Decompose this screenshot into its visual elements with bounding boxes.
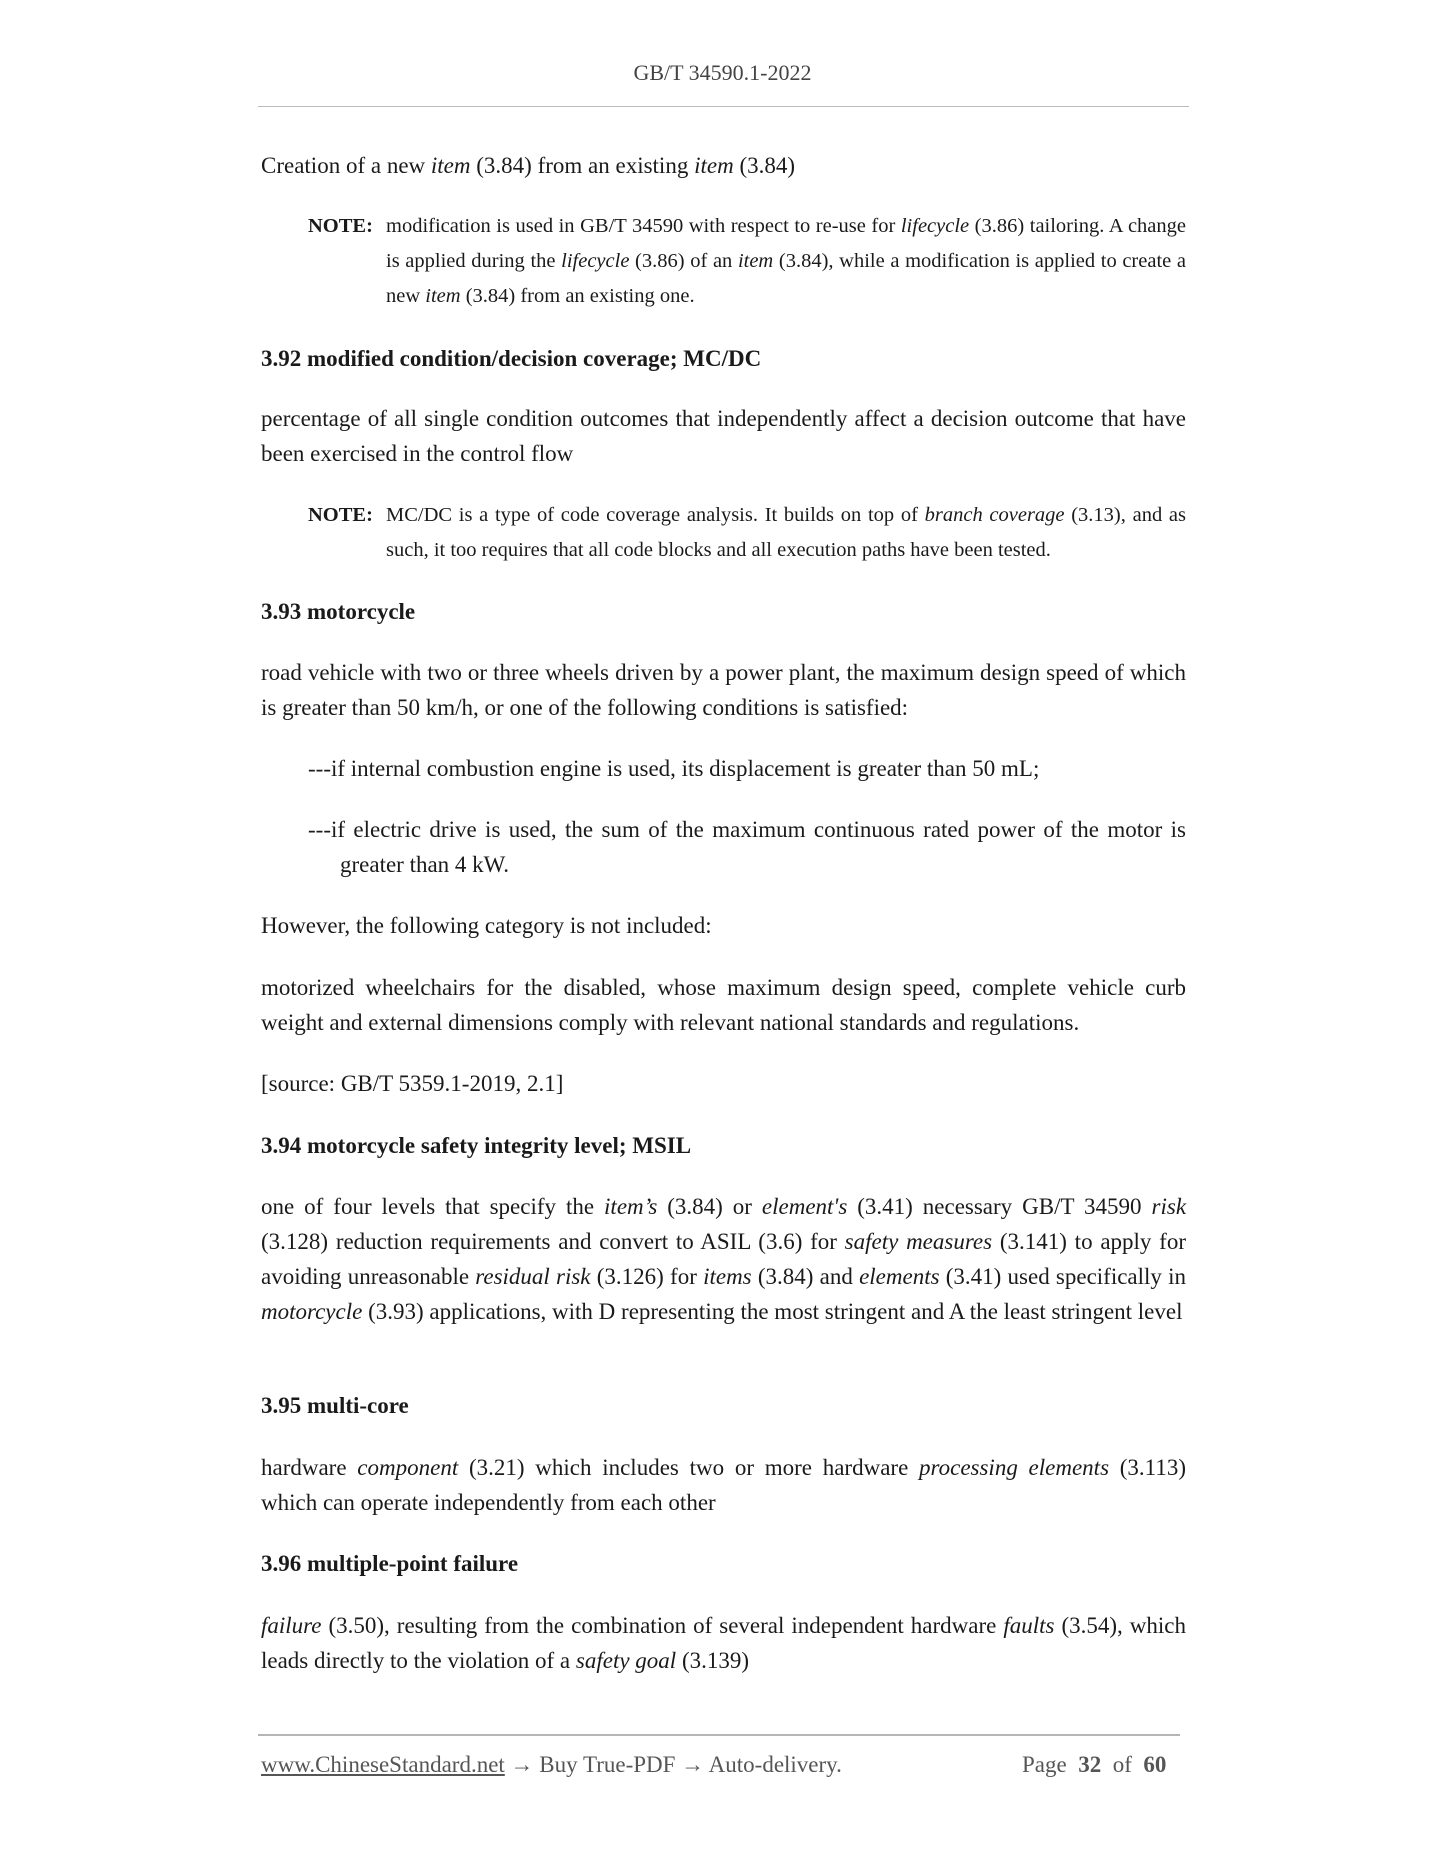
text-run: (3.41) used specifically in: [939, 1264, 1187, 1289]
text-run: (3.84) from an existing one.: [460, 285, 695, 307]
term-reference: lifecycle: [900, 215, 970, 237]
section-heading: [261, 1546, 1186, 1581]
term-reference: motorcycle: [261, 1299, 363, 1324]
paragraph: [261, 1450, 1186, 1520]
text-run: (3.84) or: [657, 1194, 762, 1219]
term-reference: element's: [761, 1194, 848, 1219]
section-heading: [261, 594, 1186, 629]
text-run: (3.93) applications, with D representing the most stringent and A the least stringent level: [362, 1299, 1183, 1324]
list-item: [308, 751, 1186, 786]
term-reference: lifecycle: [561, 250, 630, 272]
text-run: 3.94 motorcycle safety integrity level; MSIL: [261, 1133, 692, 1158]
paragraph: [261, 1608, 1186, 1678]
term-reference: items: [703, 1264, 752, 1289]
term-reference: elements: [859, 1264, 940, 1289]
paragraph: [261, 655, 1186, 725]
text-run: (3.126) for: [590, 1264, 704, 1289]
section-heading: [261, 1388, 1186, 1423]
footer-divider: [258, 1734, 1180, 1736]
term-reference: safety measures: [844, 1229, 993, 1254]
text-run: (3.84) from an existing: [470, 153, 695, 178]
term-reference: item: [737, 250, 774, 272]
website-link[interactable]: www.ChineseStandard.net: [261, 1752, 505, 1777]
text-run: (3.41) necessary GB/T 34590: [847, 1194, 1152, 1219]
text-run: (3.50), resulting from the combination of several independent hardware: [321, 1613, 1004, 1638]
total-pages: 60: [1143, 1752, 1167, 1777]
of-label: of: [1112, 1752, 1132, 1777]
term-reference: component: [357, 1455, 459, 1480]
paragraph: [261, 148, 1186, 183]
term-reference: faults: [1003, 1613, 1055, 1638]
text-run: (3.54), which leads directly to the violation of a: [261, 1613, 1186, 1673]
footer-promo: [261, 1752, 842, 1778]
text-run: (3.84) and: [751, 1264, 860, 1289]
note-paragraph: [308, 498, 1186, 568]
text-run: percentage of all single condition outcomes that independently affect a decision outcome that have been exercised in the control flow: [261, 406, 1186, 466]
term-reference: item: [425, 285, 461, 307]
text-run: motorized wheelchairs for the disabled, whose maximum design speed, complete vehicle curb weight and external dimensions comply with relevant national standards and regulations.: [261, 975, 1186, 1035]
term-reference: failure: [261, 1613, 322, 1638]
note-label: NOTE:: [308, 215, 373, 237]
list-item: [308, 812, 1186, 882]
text-run: road vehicle with two or three wheels driven by a power plant, the maximum design speed of which is greater than 50 km/h, or one of the following conditions is satisfied:: [261, 660, 1186, 720]
paragraph: [261, 908, 1186, 943]
text-run: (3.84), while a modification is applied to create a new: [386, 250, 1186, 307]
paragraph: [261, 970, 1186, 1040]
text-run: one of four levels that specify the: [261, 1194, 605, 1219]
text-run: (3.21) which includes two or more hardware: [458, 1455, 920, 1480]
text-run: However, the following category is not included:: [261, 913, 712, 938]
current-page: 32: [1078, 1752, 1102, 1777]
term-reference: safety goal: [575, 1648, 677, 1673]
text-run: (3.113) which can operate independently from each other: [261, 1455, 1186, 1515]
text-run: (3.139): [676, 1648, 750, 1673]
text-run: (3.128) reduction requirements and convert to ASIL (3.6) for: [261, 1229, 845, 1254]
text-run: 3.95 multi-core: [261, 1393, 409, 1418]
term-reference: residual risk: [475, 1264, 591, 1289]
text-run: hardware: [261, 1455, 358, 1480]
note-paragraph: [308, 209, 1186, 314]
term-reference: item’s: [604, 1194, 658, 1219]
text-run: 3.93 motorcycle: [261, 599, 416, 624]
text-run: [source: GB/T 5359.1-2019, 2.1]: [261, 1071, 564, 1096]
term-reference: processing elements: [919, 1455, 1110, 1480]
term-reference: branch coverage: [924, 504, 1065, 526]
text-run: ---if internal combustion engine is used, its displacement is greater than 50 mL;: [308, 756, 1040, 781]
term-reference: item: [430, 153, 471, 178]
text-run: 3.92 modified condition/decision coverage; MC/DC: [261, 346, 762, 371]
note-label: NOTE:: [308, 504, 373, 526]
document-header: GB/T 34590.1-2022: [633, 60, 812, 85]
text-run: (3.13), and as such, it too requires that all code blocks and all execution paths have been tested.: [386, 504, 1186, 561]
paragraph: [261, 1066, 1186, 1101]
text-run: ---if electric drive is used, the sum of the maximum continuous rated power of the motor is greater than 4 kW.: [308, 817, 1186, 877]
section-heading: [261, 341, 1186, 376]
paragraph: [261, 401, 1186, 471]
term-reference: item: [694, 153, 734, 178]
paragraph: [261, 1189, 1186, 1329]
text-run: (3.141) to apply for avoiding unreasonable: [261, 1229, 1186, 1289]
text-run: (3.86) of an: [629, 250, 738, 272]
footer-promo-text: → Buy True-PDF → Auto-delivery.: [504, 1752, 842, 1777]
text-run: 3.96 multiple-point failure: [261, 1551, 519, 1576]
header-divider: [258, 106, 1189, 107]
term-reference: risk: [1151, 1194, 1187, 1219]
section-heading: [261, 1128, 1186, 1163]
text-run: MC/DC is a type of code coverage analysis. It builds on top of: [386, 504, 925, 526]
page-label: Page: [1022, 1752, 1067, 1777]
text-run: (3.84): [733, 153, 796, 178]
text-run: modification is used in GB/T 34590 with respect to re-use for: [386, 215, 901, 237]
text-run: (3.86) tailoring. A change is applied during the: [386, 215, 1186, 272]
page-number: [1022, 1752, 1166, 1778]
text-run: Creation of a new: [261, 153, 431, 178]
